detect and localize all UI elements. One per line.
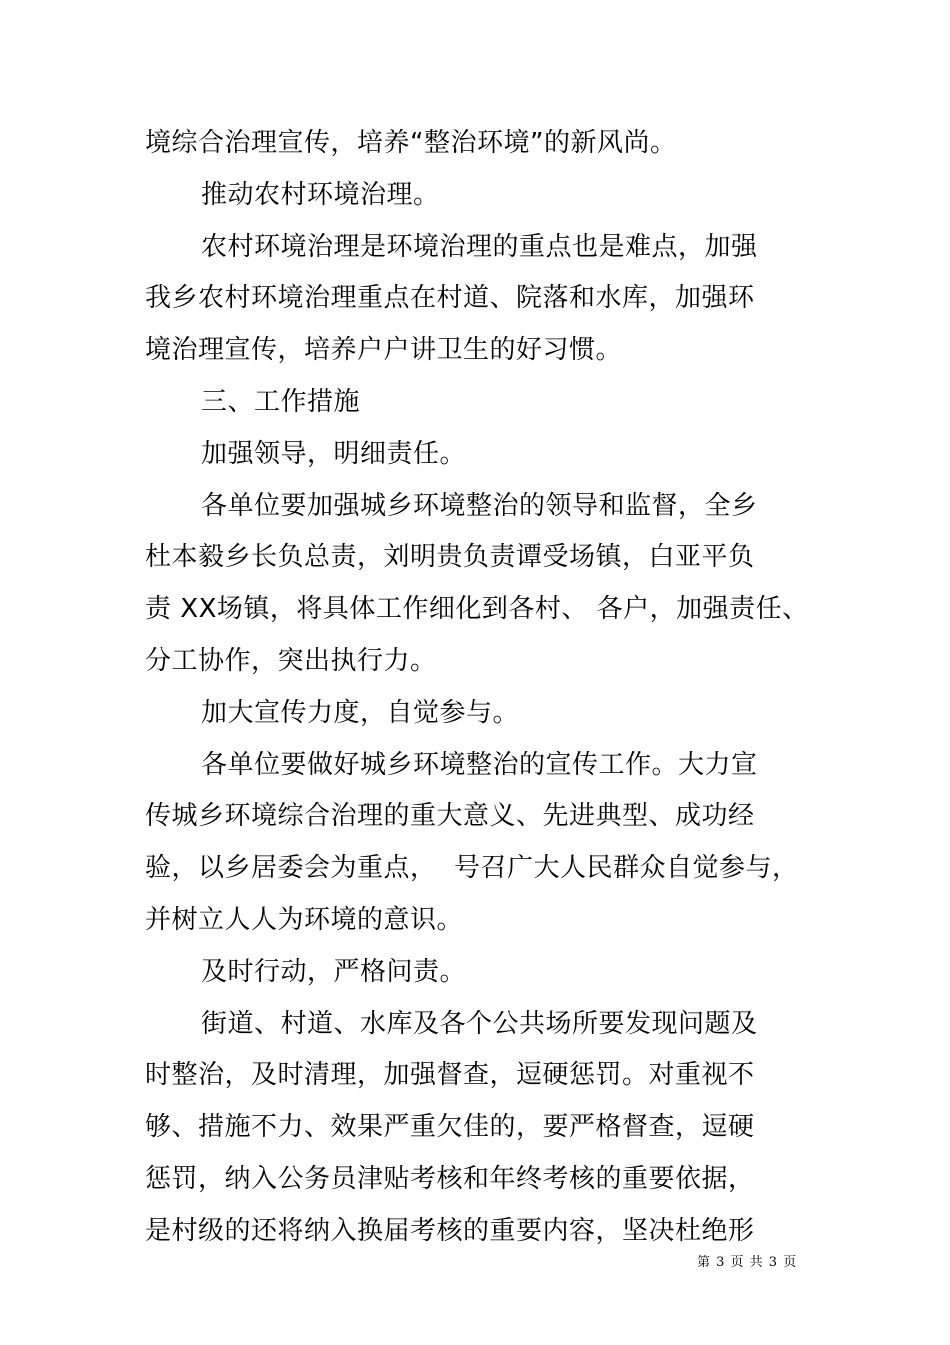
text-line-1: 境综合治理宣传，培养“整治环境”的新风尚。 — [145, 128, 677, 158]
text-line-18: 街道、村道、水库及各个公共场所要发现问题及 — [201, 1008, 758, 1039]
text-line-13: 各单位要做好城乡环境整治的宣传工作。大力宣 — [201, 749, 758, 780]
text-line-15: 验，以乡居委会为重点， 号召广大人民群众自觉参与， — [145, 853, 799, 884]
page-number-footer: 第 3 页 共 3 页 — [697, 1255, 798, 1270]
text-line-17: 及时行动，严格问责。 — [201, 956, 467, 987]
document-body — [145, 118, 815, 1258]
text-line-8: 各单位要加强城乡环境整治的领导和监督，全乡 — [201, 490, 758, 521]
text-line-7: 加强领导，明细责任。 — [201, 438, 467, 469]
text-line-16: 并树立人人为环境的意识。 — [145, 904, 464, 935]
text-line-2: 推动农村环境治理。 — [201, 179, 440, 210]
text-line-14: 传城乡环境综合治理的重大意义、先进典型、成功经 — [145, 801, 755, 832]
text-line-3: 农村环境治理是环境治理的重点也是难点，加强 — [201, 231, 758, 262]
section-heading: 三、工作措施 — [201, 386, 361, 417]
text-line-10: 责 XX场镇，将具体工作细化到各村、 各户，加强责任、 — [145, 594, 809, 625]
text-line-19: 时整治，及时清理，加强督查，逗硬惩罚。对重视不 — [145, 1060, 755, 1091]
text-line-5: 境治理宣传，培养户户讲卫生的好习惯。 — [145, 335, 623, 366]
text-line-21: 惩罚，纳入公务员津贴考核和年终考核的重要依据， — [145, 1163, 755, 1194]
text-line-12: 加大宣传力度，自觉参与。 — [201, 697, 520, 728]
text-line-22: 是村级的还将纳入换届考核的重要内容，坚决杜绝形 — [145, 1215, 755, 1246]
text-line-4: 我乡农村环境治理重点在村道、院落和水库，加强环 — [145, 283, 755, 314]
text-line-11: 分工协作，突出执行力。 — [145, 645, 437, 676]
text-line-20: 够、措施不力、效果严重欠佳的，要严格督查，逗硬 — [145, 1112, 755, 1143]
text-line-9: 杜本毅乡长负总责，刘明贵负责谭受场镇，白亚平负 — [145, 542, 755, 573]
